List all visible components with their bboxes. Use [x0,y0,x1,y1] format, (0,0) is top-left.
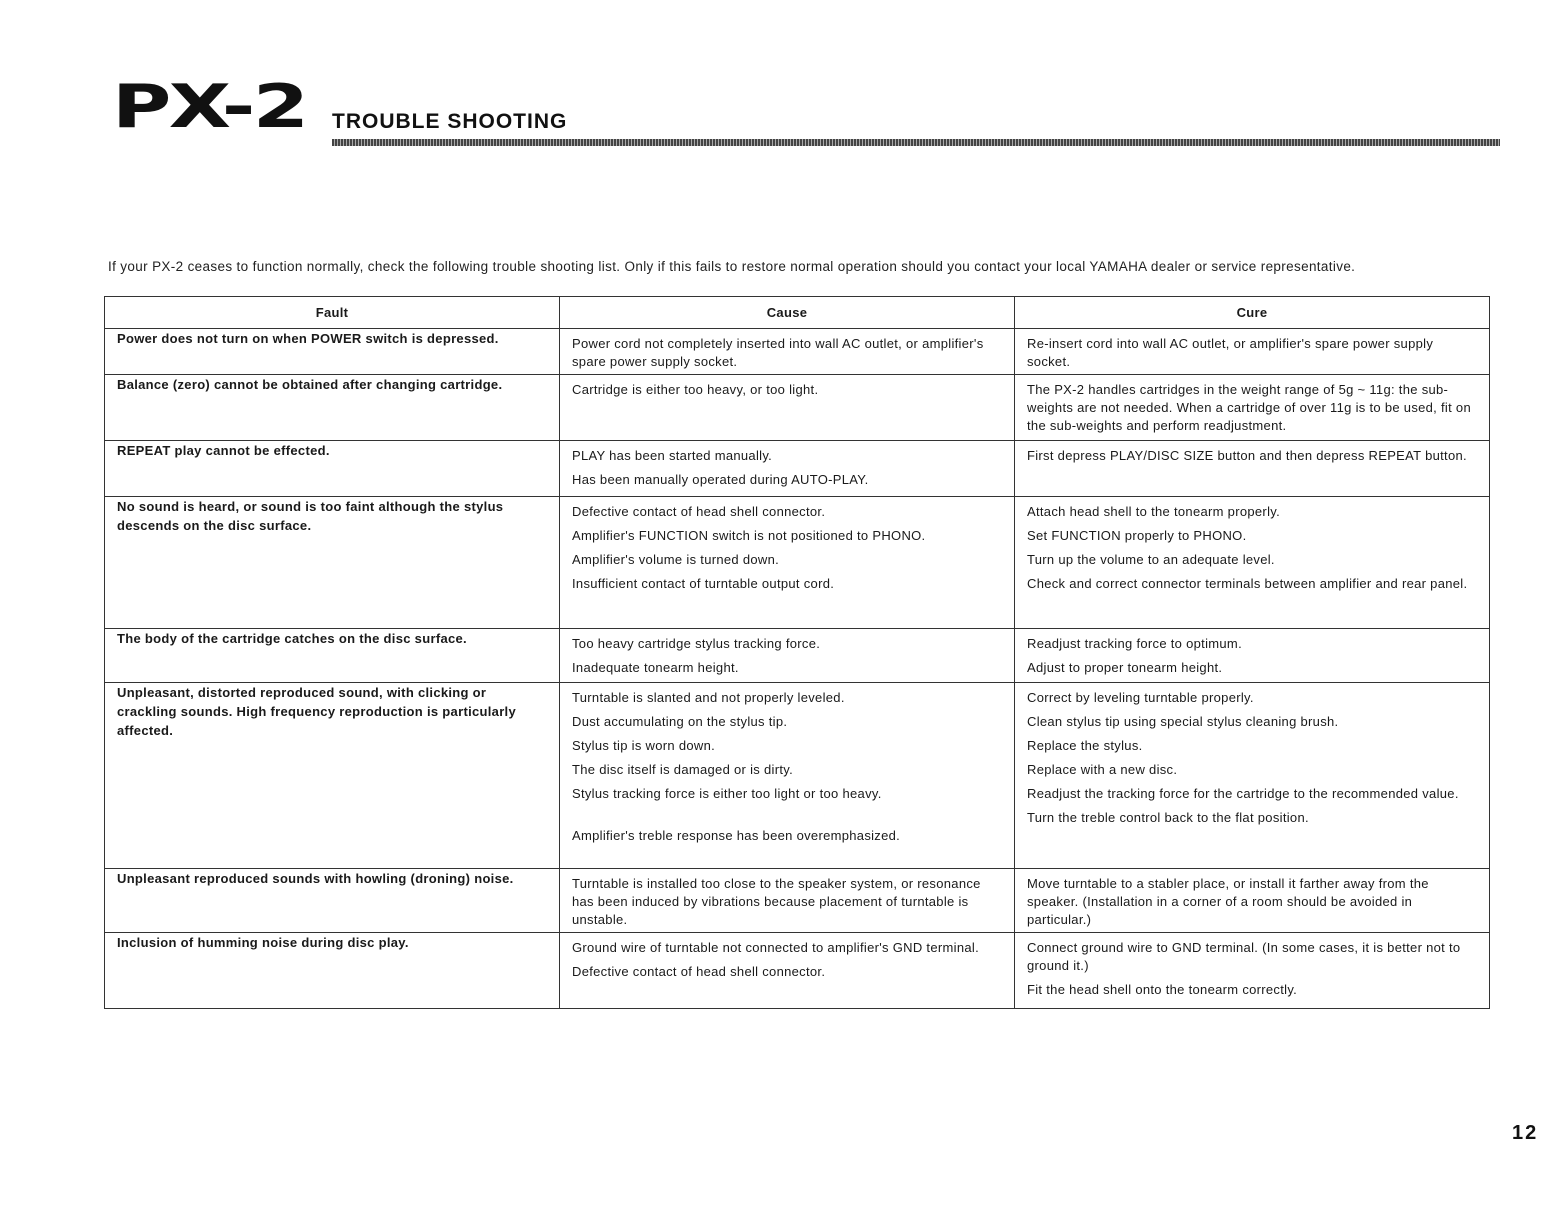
table-row [105,869,1490,933]
fault-cell: Unpleasant reproduced sounds with howling (droning) noise. [105,869,560,933]
page-header [112,72,1500,150]
cause-item: Defective contact of head shell connector. [572,964,826,979]
cure-item: First depress PLAY/DISC SIZE button and then depress REPEAT button. [1027,448,1467,463]
cure-item: Correct by leveling turntable properly. [1027,690,1254,705]
px2-logo: PX-2 [112,72,307,142]
table-row [105,375,1490,441]
cause-cell [560,869,1015,933]
cause-item: Has been manually operated during AUTO-PLAY. [572,472,869,487]
cure-item: Readjust the tracking force for the cartridge to the recommended value. [1027,786,1459,801]
fault-cell: No sound is heard, or sound is too faint although the stylus descends on the disc surface. [105,497,560,629]
cause-item: Amplifier's treble response has been overemphasized. [572,828,901,843]
cure-item: Connect ground wire to GND terminal. (In some cases, it is better not to ground it.) [1027,940,1461,973]
fault-cell: Inclusion of humming noise during disc play. [105,933,560,1009]
trouble-shooting-table [104,296,1490,1009]
page-number: 12 [1512,1122,1539,1144]
cause-item: Inadequate tonearm height. [572,660,739,675]
cause-item: Cartridge is either too heavy, or too light. [572,382,819,397]
cure-item: Turn up the volume to an adequate level. [1027,552,1275,567]
cause-cell [560,497,1015,629]
fault-cell: Unpleasant, distorted reproduced sound, with clicking or crackling sounds. High frequency reproduction is particularly affected. [105,683,560,869]
cause-item: Turntable is slanted and not properly leveled. [572,690,845,705]
cause-item: Turntable is installed too close to the speaker system, or resonance has been induced by vibrations because placement of turntable is unstable. [572,876,981,927]
cure-item: Replace the stylus. [1027,738,1143,753]
cure-cell [1015,869,1490,933]
cause-item: Ground wire of turntable not connected to amplifier's GND terminal. [572,940,979,955]
fault-cell: Power does not turn on when POWER switch is depressed. [105,329,560,375]
cure-cell [1015,683,1490,869]
cause-item: PLAY has been started manually. [572,448,773,463]
cause-cell [560,375,1015,441]
page-title: TROUBLE SHOOTING [332,110,568,133]
cure-item: Fit the head shell onto the tonearm correctly. [1027,982,1298,997]
cause-item: Insufficient contact of turntable output cord. [572,576,835,591]
fault-cell: REPEAT play cannot be effected. [105,441,560,497]
cause-item: Stylus tip is worn down. [572,738,716,753]
fault-cell: Balance (zero) cannot be obtained after changing cartridge. [105,375,560,441]
cause-item: Amplifier's FUNCTION switch is not positioned to PHONO. [572,528,926,543]
cause-cell [560,441,1015,497]
cure-cell [1015,629,1490,683]
table-row [105,683,1490,869]
cure-item: Move turntable to a stabler place, or install it farther away from the speaker. (Installation in a corner of a room should be avoided in particular.) [1027,876,1429,927]
table-row [105,441,1490,497]
cure-item: Check and correct connector terminals between amplifier and rear panel. [1027,576,1468,591]
table-row [105,933,1490,1009]
intro-paragraph: If your PX-2 ceases to function normally, check the following trouble shooting list. Only if this fails to restore normal operation should you contact your local YAMAHA dealer or service representative. [108,258,1356,274]
cause-item: Defective contact of head shell connector. [572,504,826,519]
fault-cell: The body of the cartridge catches on the disc surface. [105,629,560,683]
cure-item: Attach head shell to the tonearm properly. [1027,504,1280,519]
cause-cell [560,329,1015,375]
cure-cell [1015,329,1490,375]
cure-item: Turn the treble control back to the flat position. [1027,810,1309,825]
cure-item: The PX-2 handles cartridges in the weight range of 5g ~ 11g: the sub-weights are not needed. When a cartridge of over 11g is to be used, fit on the sub-weights and perform readjustment. [1027,382,1471,433]
header-fault: Fault [105,297,560,329]
cause-cell [560,683,1015,869]
cure-item: Replace with a new disc. [1027,762,1178,777]
cause-item: Dust accumulating on the stylus tip. [572,714,788,729]
table-row [105,629,1490,683]
table-row [105,497,1490,629]
header-cause: Cause [560,297,1015,329]
title-underline [332,139,1500,146]
table-header-row [105,297,1490,329]
cure-item: Adjust to proper tonearm height. [1027,660,1223,675]
cause-item: The disc itself is damaged or is dirty. [572,762,793,777]
cure-item: Re-insert cord into wall AC outlet, or amplifier's spare power supply socket. [1027,336,1434,369]
header-cure: Cure [1015,297,1490,329]
cause-item: Power cord not completely inserted into wall AC outlet, or amplifier's spare power supply socket. [572,336,984,369]
cure-cell [1015,497,1490,629]
cause-item: Amplifier's volume is turned down. [572,552,780,567]
cure-item: Set FUNCTION properly to PHONO. [1027,528,1247,543]
cure-item: Clean stylus tip using special stylus cleaning brush. [1027,714,1339,729]
cure-cell [1015,441,1490,497]
cause-cell [560,933,1015,1009]
cure-cell [1015,375,1490,441]
cure-item: Readjust tracking force to optimum. [1027,636,1242,651]
cause-item: Stylus tracking force is either too light or too heavy. [572,786,882,801]
cause-item: Too heavy cartridge stylus tracking force. [572,636,821,651]
cause-cell [560,629,1015,683]
table-row [105,329,1490,375]
cure-cell [1015,933,1490,1009]
